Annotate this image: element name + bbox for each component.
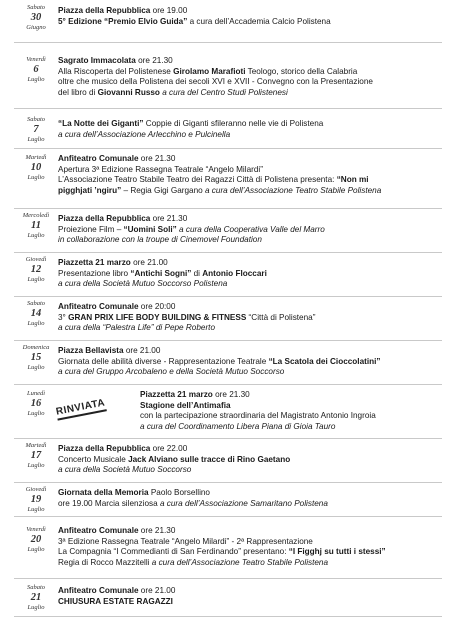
event-entry (14, 524, 442, 579)
event-organizer: a cura dell’Accademia Calcio Polistena (187, 16, 331, 26)
event-date (14, 4, 58, 32)
event-title: “Antichi Sogni” (130, 268, 192, 278)
event-day: 7 (33, 124, 39, 135)
event-time: ore 21.30 (150, 214, 188, 223)
event-line (58, 444, 442, 455)
event-venue: Sagrato Immacolata (58, 56, 136, 65)
event-title: Giornata della Memoria (58, 488, 149, 497)
event-text: Proiezione Film – (58, 224, 124, 234)
event-day: 21 (30, 592, 42, 603)
event-weekday: Venerdì (26, 56, 46, 63)
event-venue: Piazza della Repubblica (58, 444, 151, 453)
event-line (58, 302, 442, 313)
event-month: Luglio (27, 462, 45, 469)
event-organizer: a cura dell’Associazione Samaritano Polistena (159, 498, 328, 508)
event-line (58, 6, 442, 17)
event-entry (14, 300, 442, 341)
event-text: del libro di (58, 87, 98, 97)
event-entry (14, 486, 442, 517)
event-text: L’Associazione Teatro Stabile Teatro dei Ragazzi Città di Polistena presenta: (58, 175, 337, 185)
event-weekday: Venerdì (26, 526, 46, 533)
event-text: Presentazione libro (58, 268, 131, 278)
event-line (58, 537, 442, 548)
event-text: con la partecipazione straordinaria del Magistrato Antonio Ingroia (140, 411, 376, 421)
event-line (58, 225, 442, 236)
event-details (58, 444, 442, 476)
event-date (14, 256, 58, 284)
event-date (14, 212, 58, 240)
event-venue: Anfiteatro Comunale (58, 526, 139, 535)
event-weekday: Lunedì (26, 390, 46, 397)
event-line (58, 269, 442, 280)
event-weekday: Martedì (25, 154, 47, 161)
event-weekday: Sabato (26, 116, 46, 123)
event-organizer: a cura della Società Mutuo Soccorso Polistena (58, 279, 228, 289)
event-month: Luglio (27, 76, 45, 83)
event-text: di (191, 268, 203, 278)
event-line (58, 119, 442, 130)
event-entry (14, 114, 442, 149)
event-weekday: Sabato (26, 300, 46, 307)
event-title: “Uomini Soli” (123, 224, 177, 234)
event-organizer: a cura del Centro Studi Polistenesi (159, 87, 288, 97)
event-text: 3ª Edizione Rassegna Teatrale “Angelo Milardi” - 2ª Rappresentazione (58, 536, 313, 546)
event-month: Luglio (27, 320, 45, 327)
event-day: 6 (33, 64, 39, 75)
event-day: 15 (30, 352, 42, 363)
event-line (58, 165, 442, 176)
event-line (58, 56, 442, 67)
event-line (58, 313, 442, 324)
event-time: ore 21.30 (212, 390, 250, 399)
event-weekday: Giovedì (25, 486, 47, 493)
event-text: Paolo Borsellino (148, 488, 210, 497)
event-line (58, 235, 442, 246)
event-line (58, 499, 442, 510)
event-text: La Compagnia “I Commedianti di San Ferdinando” presentano: (58, 547, 289, 557)
event-weekday: Sabato (26, 584, 46, 591)
event-person: Girolamo Marafioti (173, 66, 246, 76)
event-month: Luglio (27, 506, 45, 513)
event-day: 30 (30, 12, 42, 23)
event-line (58, 67, 442, 78)
event-text: Regia di Rocco Mazzitelli (58, 557, 152, 567)
event-line (58, 357, 442, 368)
event-title: CHIUSURA ESTATE RAGAZZI (58, 596, 173, 606)
event-time: ore 21.00 (123, 346, 161, 355)
event-organizer: a cura del Gruppo Arcobaleno e della Società Mutuo Soccorso (58, 367, 285, 377)
event-organizer: a cura della “Palestra Life” di Pepe Roberto (58, 323, 216, 333)
event-entry (14, 344, 442, 385)
event-entry (14, 52, 442, 109)
event-venue: Piazzetta 21 marzo (140, 390, 213, 399)
event-organizer: a cura della Cooperativa Valle del Marro (176, 224, 325, 234)
event-line (58, 77, 442, 88)
event-weekday: Martedì (25, 442, 47, 449)
event-details (58, 302, 442, 334)
event-details (140, 390, 442, 432)
event-title: GRAN PRIX LIFE BODY BUILDING & FITNESS (68, 312, 247, 322)
event-entry (14, 442, 442, 483)
event-day: 17 (30, 450, 42, 461)
event-line (58, 547, 442, 558)
event-text: Concerto Musicale (58, 454, 129, 464)
event-details (58, 154, 442, 196)
event-time: ore 22.00 (150, 444, 188, 453)
event-line (58, 586, 442, 597)
event-venue: Anfiteatro Comunale (58, 302, 139, 311)
event-weekday: Mercoledì (22, 212, 50, 219)
event-line (58, 367, 442, 378)
event-date (14, 584, 58, 612)
event-weekday: Domenica (22, 344, 50, 351)
event-title: pigghjati ’ngiru” (58, 185, 122, 195)
event-month: Luglio (27, 174, 45, 181)
event-day: 19 (30, 494, 42, 505)
event-text: – Regia Gigi Gargano (121, 185, 205, 195)
event-organizer: a cura dell’Associazione Teatro Stabile Polistena (204, 185, 382, 195)
event-line (58, 465, 442, 476)
event-details (58, 119, 442, 140)
event-title: Stagione dell’Antimafia (140, 400, 231, 410)
event-details (58, 214, 442, 246)
event-line (140, 422, 442, 433)
event-line (140, 411, 442, 422)
event-time: ore 21.30 (138, 154, 176, 163)
event-line (58, 597, 442, 608)
event-title: 5° Edizione “Premio Elvio Guida” (58, 16, 188, 26)
event-day: 10 (30, 162, 42, 173)
event-day: 14 (30, 308, 42, 319)
event-day: 16 (30, 398, 42, 409)
event-venue: Piazzetta 21 marzo (58, 258, 131, 267)
event-entry (14, 2, 442, 43)
event-details (58, 526, 442, 568)
event-line (58, 488, 442, 499)
event-date (14, 526, 58, 554)
event-line (58, 526, 442, 537)
event-entry (14, 256, 442, 297)
event-title: “La Notte dei Giganti” (58, 119, 144, 128)
event-text: Alla Riscoperta del Polistenese (58, 66, 174, 76)
event-month: Luglio (27, 276, 45, 283)
event-text: Teologo, storico della Calabria (245, 66, 358, 76)
event-month: Luglio (27, 604, 45, 611)
event-date (14, 154, 58, 182)
event-line (58, 258, 442, 269)
event-text: 3° (58, 312, 69, 322)
event-details (58, 346, 442, 378)
event-date (14, 442, 58, 470)
event-month: Luglio (27, 364, 45, 371)
event-line (58, 154, 442, 165)
event-date (14, 390, 58, 418)
event-entry (14, 152, 442, 209)
event-month: Luglio (27, 232, 45, 239)
event-text: Apertura 3ª Edizione Rassegna Teatrale “Angelo Milardi” (58, 164, 263, 174)
event-date (14, 116, 58, 144)
event-person: Giovanni Russo (97, 87, 160, 97)
event-line (58, 558, 442, 569)
event-details (58, 6, 442, 27)
event-organizer: in collaborazione con la troupe di Cinemovel Foundation (58, 235, 262, 245)
event-line (58, 279, 442, 290)
event-organizer: a cura del Coordinamento Libera Piana di Gioia Tauro (140, 421, 336, 431)
postponed-stamp: RINVIATA (55, 397, 107, 420)
event-time: ore 20:00 (138, 302, 176, 311)
event-weekday: Giovedì (25, 256, 47, 263)
event-month: Luglio (27, 136, 45, 143)
event-time: ore 21.30 (138, 526, 176, 535)
event-text: Giornata delle abilità diverse - Rappresentazione Teatrale (58, 356, 269, 366)
event-entry (14, 582, 442, 617)
event-entry (14, 212, 442, 253)
event-line (140, 390, 442, 401)
event-title: “Non mi (336, 175, 369, 185)
event-text: ore 19.00 Marcia silenziosa (58, 498, 160, 508)
event-month: Giugno (26, 24, 46, 31)
event-line (58, 17, 442, 28)
event-text: “Città di Polistena” (246, 312, 316, 322)
event-text: Coppie di Giganti sfileranno nelle vie di Polistena (143, 119, 324, 128)
event-line (58, 186, 442, 197)
event-line (58, 214, 442, 225)
event-person: Antonio Floccari (202, 268, 267, 278)
event-details (58, 56, 442, 98)
event-line (58, 455, 442, 466)
event-line (58, 323, 442, 334)
event-time: ore 21.30 (135, 56, 173, 65)
event-date (14, 486, 58, 514)
event-title: “La Scatola dei Cioccolatini” (268, 356, 381, 366)
event-venue: Anfiteatro Comunale (58, 586, 139, 595)
event-day: 20 (30, 534, 42, 545)
event-venue: Piazza della Repubblica (58, 6, 151, 15)
event-day: 11 (31, 220, 41, 231)
event-time: ore 19.00 (150, 6, 188, 15)
event-time: ore 21.00 (138, 586, 176, 595)
event-entry (14, 388, 442, 439)
event-time: ore 21.00 (130, 258, 168, 267)
event-line (58, 130, 442, 141)
event-details (58, 586, 442, 607)
event-organizer: a cura della Società Mutuo Soccorso (58, 465, 192, 475)
event-title: Jack Alviano sulle tracce di Rino Gaetano (128, 454, 291, 464)
event-details (58, 488, 442, 509)
event-title: “I Figghj su tutti i stessi” (288, 547, 386, 557)
event-venue: Piazza della Repubblica (58, 214, 151, 223)
event-month: Luglio (27, 546, 45, 553)
event-line (140, 401, 442, 412)
event-organizer: a cura dell’Associazione Teatro Stabile Polistena (151, 557, 329, 567)
event-date (14, 344, 58, 372)
event-date (14, 56, 58, 84)
event-text: oltre che musico della Polistena dei secoli XVI e XVII - Convegno con la Presentazione (58, 77, 373, 87)
event-month: Luglio (27, 410, 45, 417)
event-line (58, 175, 442, 186)
event-venue: Anfiteatro Comunale (58, 154, 139, 163)
event-weekday: Sabato (26, 4, 46, 11)
event-venue: Piazza Bellavista (58, 346, 124, 355)
event-day: 12 (30, 264, 42, 275)
event-line (58, 88, 442, 99)
event-details (58, 258, 442, 290)
event-date (14, 300, 58, 328)
event-line (58, 346, 442, 357)
event-organizer: a cura dell’Associazione Arlecchino e Pulcinella (58, 129, 231, 139)
